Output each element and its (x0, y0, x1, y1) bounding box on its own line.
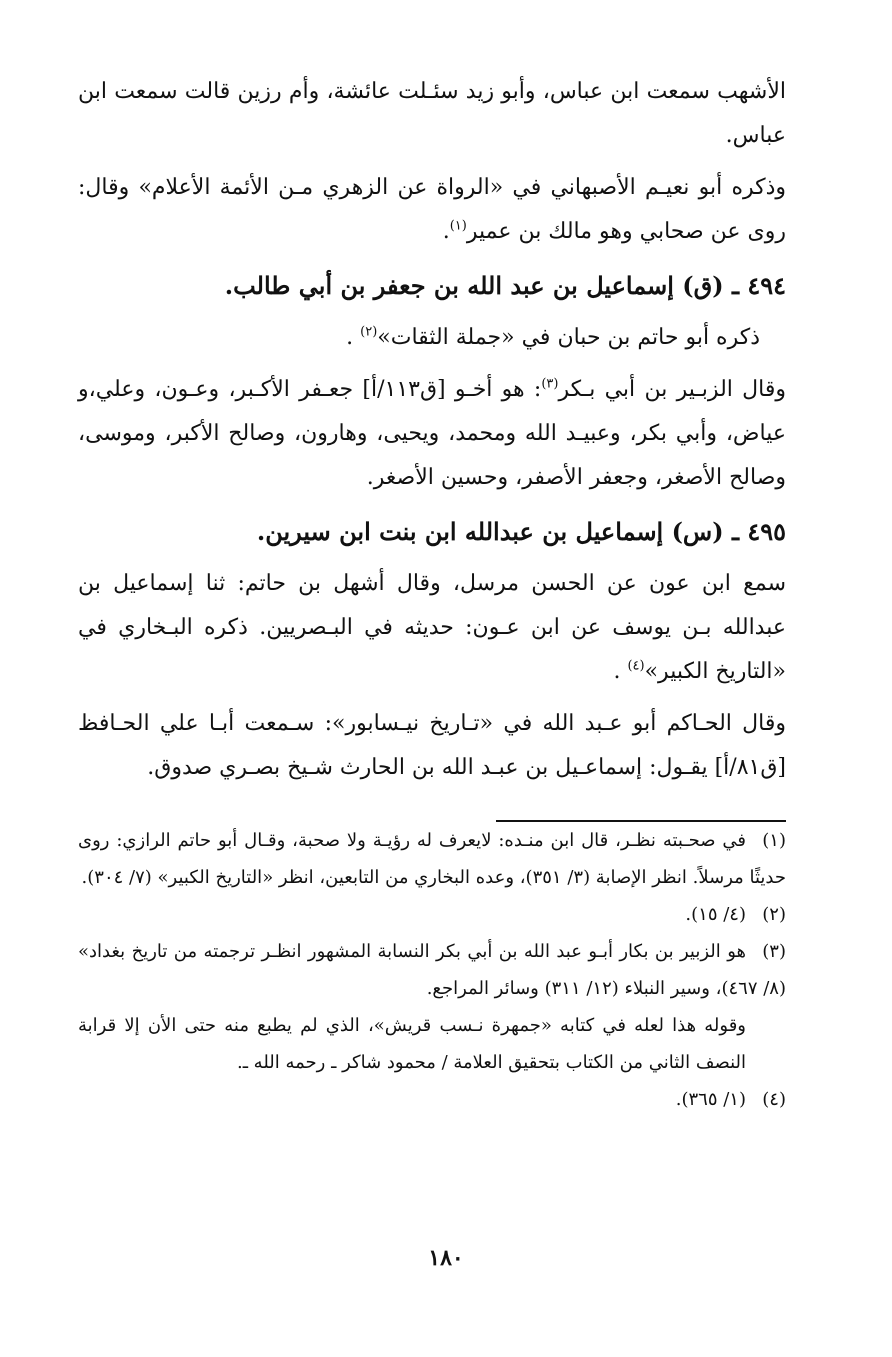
paragraph-3-text: ذكره أبو حاتم بن حبان في «جملة الثقات» (377, 325, 760, 350)
footnote-ref-3[interactable]: (٣) (541, 376, 559, 392)
footnote-4 (78, 1081, 786, 1118)
footnote-1 (78, 822, 786, 896)
footnote-4-text: (١/ ٣٦٥). (675, 1089, 746, 1110)
page-number: ١٨٠ (428, 1245, 464, 1271)
footnote-3 (78, 933, 786, 1007)
footnote-ref-1[interactable]: (١) (449, 218, 467, 234)
footnote-2-text: (٤/ ١٥). (685, 904, 746, 925)
footnote-3-continuation (78, 1007, 786, 1081)
entry-heading-495: ٤٩٥ ـ (س) إسماعيل بن عبدالله ابن بنت ابن سيرين. (256, 517, 786, 546)
footnote-1-text: في صحـبته نظـر، قال ابن منـده: لايعرف له رؤيـة ولا صحبة، وقـال أبو حاتم الرازي: روى حديثًا مرسلاً. انظر الإصابة (٣/ ٣٥١)، وعده البخاري من التابعين، انظر «التاريخ الكبير» (٧/ ٣٠٤). (78, 830, 786, 888)
paragraph-3 (78, 316, 786, 360)
paragraph-2-text: وذكره أبو نعيـم الأصبهاني في «الرواة عن الزهري مـن الأئمة الأعلام» وقال: روى عن صحابي وهو مالك بن عمير (78, 175, 786, 244)
entry-heading-494: ٤٩٤ ـ (ق) إسماعيل بن عبد الله بن جعفر بن أبي طالب. (224, 271, 786, 300)
footnote-ref-4[interactable]: (٤) (627, 658, 645, 674)
paragraph-6 (78, 702, 786, 790)
footnote-2-number: (٢) (762, 904, 786, 925)
footnote-3-continuation-text: وقوله هذا لعله في كتابه «جمهرة نـسب قريش»، الذي لم يطبع منه حتى الأن إلا قرابة النصف الثاني من الكتاب بتحقيق العلامة / محمود شاكر ـ رحمه الله ـ. (78, 1015, 746, 1073)
paragraph-5-text: سمع ابن عون عن الحسن مرسل، وقال أشهل بن حاتم: ثنا إسماعيل بن عبدالله بـن يوسف عن ابن عـون: حديثه في البـصريين. ذكره البـخاري في «التاريخ الكبير» (78, 571, 786, 684)
paragraph-1-text: الأشهب سمعت ابن عباس، وأبو زيد سئـلت عائشة، وأم رزين قالت سمعت ابن عباس. (78, 79, 786, 148)
paragraph-2 (78, 166, 786, 254)
paragraph-4-text-a: وقال الزبـير بن أبي بـكر (558, 377, 786, 402)
paragraph-4-text-b: : هو أخـو [ق١١٣/أ] جعـفر الأكـبر، وعـون، وعلي،و عياض، وأبي بكر، وعبيـد الله ومحمد، ويحيى، وهارون، وصالح الأكبر، وموسى، وصالح الأصغر، وجعفر الأصفر، وحسين الأصغر. (78, 377, 786, 490)
footnote-3-number: (٣) (762, 941, 786, 962)
paragraph-1 (78, 70, 786, 158)
footnote-4-number: (٤) (762, 1089, 786, 1110)
paragraph-3-end: . (346, 325, 361, 350)
paragraph-2-end: . (442, 219, 450, 244)
paragraph-4 (78, 368, 786, 500)
main-text (78, 70, 786, 798)
footnote-3-text: هو الزبير بن بكار أبـو عبد الله بن أبي بكر النسابة المشهور انظـر ترجمته من تاريخ بغداد» (٨/ ٤٦٧)، وسير النبلاء (١٢/ ٣١١) وسائر المراجع. (78, 941, 786, 999)
footnote-ref-2[interactable]: (٢) (360, 324, 378, 340)
footnotes (78, 822, 786, 1118)
paragraph-6-text: وقال الحـاكم أبو عـبد الله في «تـاريخ نيـسابور»: سـمعت أبـا علي الحـافظ [ق٨١/أ] يقـول: إسماعـيل بن عبـد الله بن الحارث شـيخ بصـري صدوق. (78, 711, 786, 780)
footnote-2 (78, 896, 786, 933)
footnote-1-number: (١) (762, 830, 786, 851)
paragraph-5-end: . (613, 659, 628, 684)
paragraph-5 (78, 562, 786, 694)
